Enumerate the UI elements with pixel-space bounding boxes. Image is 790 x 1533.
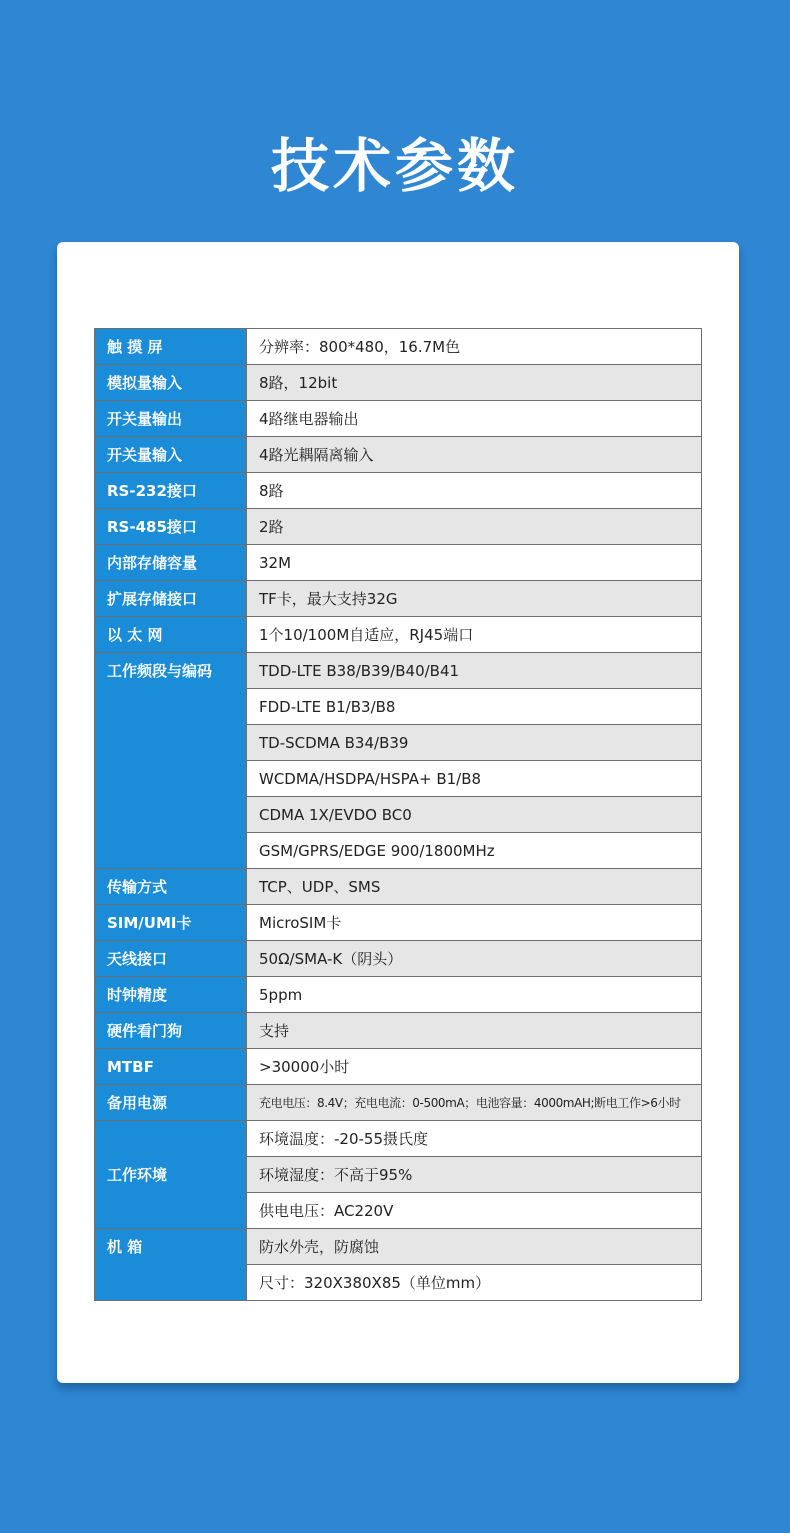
row-value: TCP、UDP、SMS bbox=[247, 869, 702, 905]
row-value: TF卡，最大支持32G bbox=[247, 581, 702, 617]
table-row bbox=[95, 473, 702, 509]
table-row bbox=[95, 941, 702, 977]
row-label: 机 箱 bbox=[95, 1229, 247, 1301]
row-label: 传输方式 bbox=[95, 869, 247, 905]
row-value: FDD-LTE B1/B3/B8 bbox=[247, 689, 702, 725]
table-row bbox=[95, 437, 702, 473]
row-label: 天线接口 bbox=[95, 941, 247, 977]
table-row bbox=[95, 869, 702, 905]
row-label: 备用电源 bbox=[95, 1085, 247, 1121]
row-label: 时钟精度 bbox=[95, 977, 247, 1013]
row-label: 扩展存储接口 bbox=[95, 581, 247, 617]
table-row bbox=[95, 653, 702, 689]
row-value: 环境温度：-20-55摄氏度 bbox=[247, 1121, 702, 1157]
row-value: 4路继电器输出 bbox=[247, 401, 702, 437]
row-label: 触 摸 屏 bbox=[95, 329, 247, 365]
row-label: 工作频段与编码 bbox=[95, 653, 247, 869]
row-value: 供电电压：AC220V bbox=[247, 1193, 702, 1229]
row-value: 50Ω/SMA-K（阴头） bbox=[247, 941, 702, 977]
row-label: 工作环境 bbox=[95, 1121, 247, 1229]
row-label: 模拟量输入 bbox=[95, 365, 247, 401]
row-label: SIM/UMI卡 bbox=[95, 905, 247, 941]
spec-table bbox=[94, 328, 702, 1301]
row-value: 支持 bbox=[247, 1013, 702, 1049]
row-value: 32M bbox=[247, 545, 702, 581]
table-row bbox=[95, 1049, 702, 1085]
row-value: TDD-LTE B38/B39/B40/B41 bbox=[247, 653, 702, 689]
row-value: 环境湿度：不高于95% bbox=[247, 1157, 702, 1193]
table-row bbox=[95, 545, 702, 581]
table-row bbox=[95, 509, 702, 545]
table-row bbox=[95, 401, 702, 437]
row-value: 8路 bbox=[247, 473, 702, 509]
table-row bbox=[95, 1013, 702, 1049]
table-row bbox=[95, 1121, 702, 1157]
row-value: MicroSIM卡 bbox=[247, 905, 702, 941]
table-row bbox=[95, 365, 702, 401]
table-row bbox=[95, 581, 702, 617]
table-row bbox=[95, 977, 702, 1013]
row-value: 尺寸：320X380X85（单位mm） bbox=[247, 1265, 702, 1301]
row-value: 防水外壳，防腐蚀 bbox=[247, 1229, 702, 1265]
row-label: 以 太 网 bbox=[95, 617, 247, 653]
table-row bbox=[95, 905, 702, 941]
row-value: 分辨率：800*480，16.7M色 bbox=[247, 329, 702, 365]
row-value: >30000小时 bbox=[247, 1049, 702, 1085]
row-value: TD-SCDMA B34/B39 bbox=[247, 725, 702, 761]
row-label: 内部存储容量 bbox=[95, 545, 247, 581]
row-label: 开关量输入 bbox=[95, 437, 247, 473]
table-row bbox=[95, 617, 702, 653]
row-value: 5ppm bbox=[247, 977, 702, 1013]
row-label: 开关量输出 bbox=[95, 401, 247, 437]
row-label: MTBF bbox=[95, 1049, 247, 1085]
row-value: GSM/GPRS/EDGE 900/1800MHz bbox=[247, 833, 702, 869]
row-label: 硬件看门狗 bbox=[95, 1013, 247, 1049]
page-title: 技术参数 bbox=[270, 132, 519, 200]
table-row bbox=[95, 1085, 702, 1121]
row-value: WCDMA/HSDPA/HSPA+ B1/B8 bbox=[247, 761, 702, 797]
row-value: 8路，12bit bbox=[247, 365, 702, 401]
row-label: RS-232接口 bbox=[95, 473, 247, 509]
row-value: 1个10/100M自适应，RJ45端口 bbox=[247, 617, 702, 653]
table-row bbox=[95, 1229, 702, 1265]
row-value: 充电电压：8.4V；充电电流：0-500mA；电池容量：4000mAH;断电工作>6小时 bbox=[247, 1085, 702, 1121]
row-label: RS-485接口 bbox=[95, 509, 247, 545]
row-value: 2路 bbox=[247, 509, 702, 545]
table-row bbox=[95, 329, 702, 365]
row-value: CDMA 1X/EVDO BC0 bbox=[247, 797, 702, 833]
row-value: 4路光耦隔离输入 bbox=[247, 437, 702, 473]
